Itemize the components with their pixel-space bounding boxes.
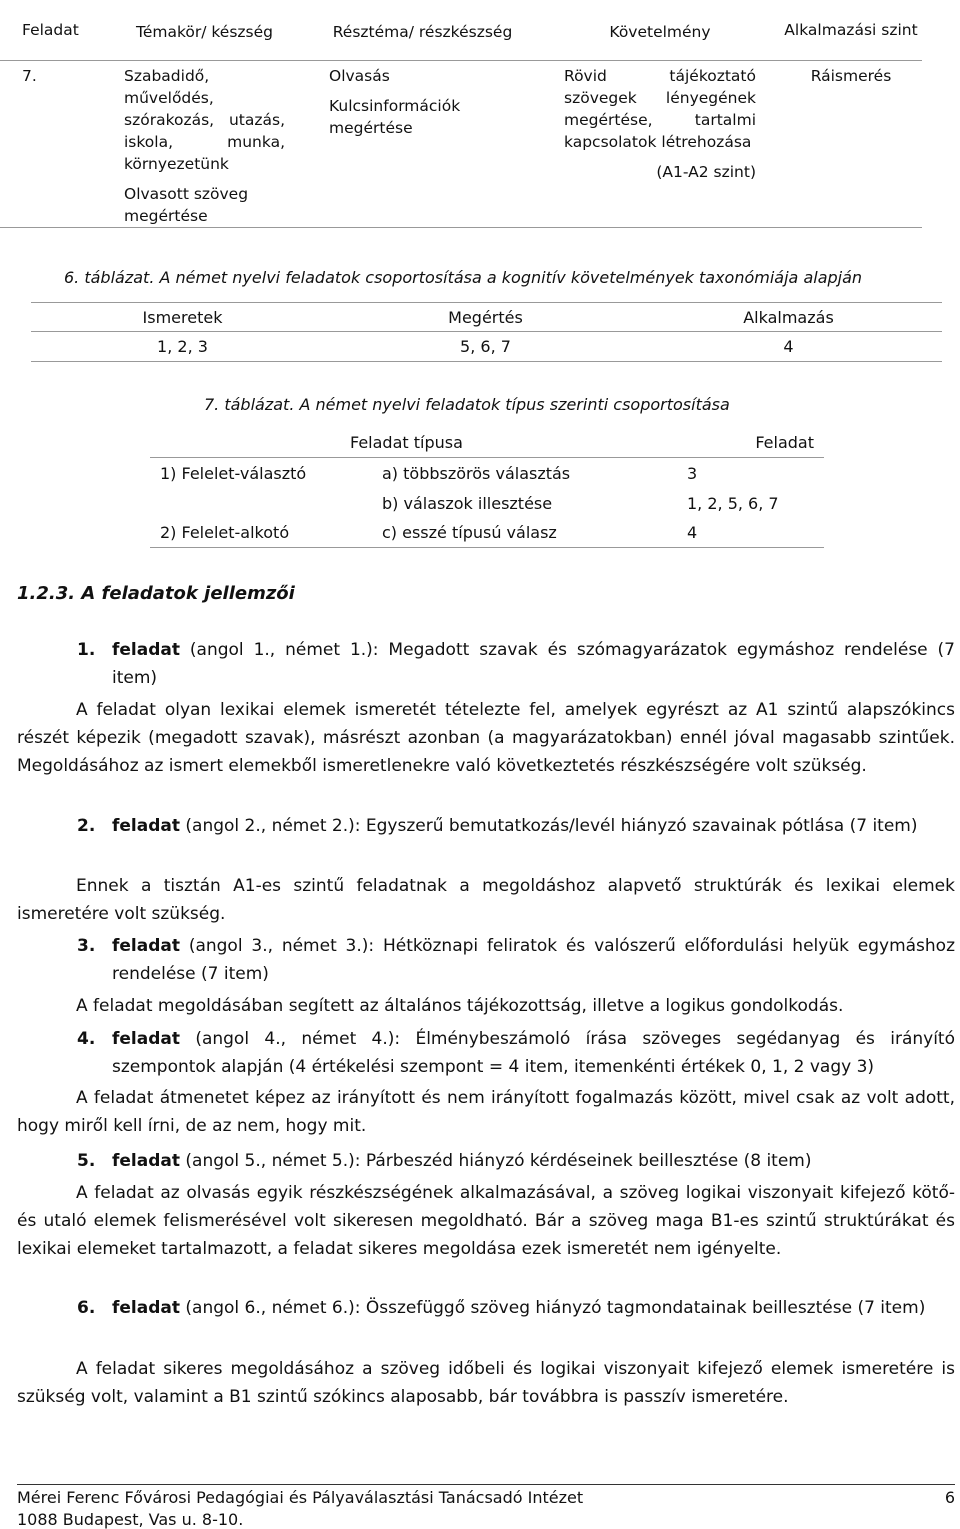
task-number: 3. — [77, 936, 96, 956]
col-header-resztema: Résztéma/ részkészség — [305, 0, 540, 60]
table7 — [150, 428, 824, 548]
task-item-3 — [77, 932, 955, 988]
table6-caption: 6. táblázat. A német nyelvi feladatok csoportosítása a kognitív követelmények taxonómiája alapján — [64, 268, 863, 287]
temakor-sub: Olvasott szöveg megértése — [124, 184, 249, 225]
cell-szint: Ráismerés — [780, 60, 922, 227]
table6-data-row — [31, 332, 942, 362]
table7-group: 2) Felelet-alkotó — [160, 523, 290, 542]
table6-header: Ismeretek — [142, 307, 223, 327]
col-header-feladat: Feladat — [0, 0, 100, 60]
cell-temakor — [100, 60, 305, 227]
task-desc: (angol 2., német 2.): Egyszerű bemutatkozás/levél hiányzó szavainak pótlása (7 item) — [180, 816, 918, 836]
task-item-2 — [77, 812, 955, 840]
task-paragraph-4: A feladat átmenetet képez az irányított és nem irányított fogalmazás között, mivel csak az volt adott, hogy miről kell írni, de az nem, hogy mit. — [17, 1088, 955, 1136]
table7-type: b) válaszok illesztése — [382, 493, 553, 513]
kovetelmeny-sub: (A1-A2 szint) — [656, 162, 756, 181]
table7-type: a) többszörös választás — [382, 463, 571, 483]
col-header-temakor: Témakör/ készség — [100, 0, 305, 60]
col-header-kovetelmeny: Követelmény — [540, 0, 780, 60]
task-desc: (angol 3., német 3.): Hétköznapi feliratok és valószerű előfordulási helyük egymáshoz rendelése (7 item) — [112, 936, 955, 984]
table7-type: c) esszé típusú válasz — [382, 523, 557, 542]
task-heading — [112, 932, 955, 988]
table7-caption: 7. táblázat. A német nyelvi feladatok típus szerinti csoportosítása — [204, 395, 730, 414]
task-number: 4. — [77, 1029, 96, 1049]
task-desc: (angol 1., német 1.): Megadott szavak és szómagyarázatok egymáshoz rendelése (7 item) — [112, 640, 955, 688]
table7-tasks: 1, 2, 5, 6, 7 — [687, 493, 779, 513]
task-number: 2. — [77, 816, 96, 836]
cell-kovetelmeny — [540, 60, 780, 227]
task-desc: (angol 5., német 5.): Párbeszéd hiányzó kérdéseinek beillesztése (8 item) — [180, 1151, 812, 1171]
task-desc: (angol 4., német 4.): Élménybeszámoló írása szöveges segédanyag és irányító szempontok alapján (4 értékelési szempont = 4 item, itemenkénti értékek 0, 1, 2 vagy 3) — [112, 1029, 955, 1077]
table6-cell: 5, 6, 7 — [460, 337, 511, 356]
section-title: 1.2.3. A feladatok jellemzői — [17, 583, 295, 604]
task-number: 5. — [77, 1151, 96, 1171]
table7-header-row — [150, 428, 824, 458]
footer-institute: Mérei Ferenc Fővárosi Pedagógiai és Pályaválasztási Tanácsadó Intézet — [17, 1488, 584, 1507]
task-paragraph-3: A feladat megoldásában segített az általános tájékozottság, illetve a logikus gondolkodás. — [76, 996, 844, 1016]
task-item-4 — [77, 1025, 955, 1081]
task-number: 1. — [77, 640, 96, 660]
task-item-5 — [77, 1147, 955, 1175]
cell-resztema — [305, 60, 540, 227]
table-row — [150, 488, 824, 518]
temakor-text: Szabadidő, művelődés, szórakozás, utazás, iskola, munka, környezetünk — [124, 66, 285, 173]
task-paragraph-1: A feladat olyan lexikai elemek ismeretét tételezte fel, amelyek egyrészt az A1 szintű alapszókincs részét képezik (megadott szavak), másrészt azonban (a magyarázatokban) ennél jóval magasabb szintűek. Megoldásához az ismert elemekből ismeretlenekre való következtetés részkészségére volt szükség. — [17, 700, 955, 776]
col-header-szint: Alkalmazási szint — [780, 0, 922, 60]
table-row — [150, 458, 824, 488]
page-number: 6 — [944, 1488, 955, 1507]
table6-cell: 4 — [783, 337, 794, 356]
table7-group: 1) Felelet-választó — [160, 463, 307, 483]
table7-header-task: Feladat — [755, 433, 814, 452]
task-heading — [112, 1294, 955, 1322]
table6-header-row — [31, 302, 942, 332]
table7-header-type-text: Feladat típusa — [350, 433, 463, 452]
task-word: feladat — [112, 1029, 180, 1049]
table7-header-type — [350, 433, 687, 452]
task-paragraph-2: Ennek a tisztán A1-es szintű feladatnak a megoldáshoz alapvető struktúrák és lexikai elemek ismeretére volt szükség. — [17, 876, 955, 924]
task-heading — [112, 812, 955, 840]
table7-tasks: 3 — [687, 463, 698, 483]
task-word: feladat — [112, 1151, 180, 1171]
cell-feladat: 7. — [0, 60, 100, 227]
page-footer — [17, 1484, 955, 1529]
task-item-6 — [77, 1294, 955, 1322]
task-heading — [112, 1147, 955, 1175]
table6-cell: 1, 2, 3 — [157, 337, 208, 356]
requirements-table — [0, 0, 922, 228]
task-word: feladat — [112, 1298, 180, 1318]
task-word: feladat — [112, 640, 180, 660]
task-word: feladat — [112, 936, 180, 956]
task-heading — [112, 636, 955, 692]
resztema-text: Olvasás — [329, 66, 390, 85]
table6-header: Alkalmazás — [743, 307, 834, 327]
task-heading — [112, 1025, 955, 1081]
resztema-sub: Kulcsinformációk megértése — [329, 96, 461, 137]
task-word: feladat — [112, 816, 180, 836]
task-item-1 — [77, 636, 955, 692]
task-number: 6. — [77, 1298, 96, 1318]
table6-header: Megértés — [448, 307, 523, 327]
task-paragraph-5: A feladat az olvasás egyik részkészségének alkalmazásával, a szöveg logikai viszonyait kifejező kötő- és utaló elemek felismerésével volt sikeresen megoldható. Bár a szöveg maga B1-es szintű struktúrákat és lexikai elemeket tartalmazott, a feladat sikeres megoldása ezek ismeretét nem igényelte. — [17, 1183, 955, 1259]
table7-tasks: 4 — [687, 523, 698, 542]
footer-address: 1088 Budapest, Vas u. 8-10. — [17, 1510, 244, 1529]
task-paragraph-6: A feladat sikeres megoldásához a szöveg időbeli és logikai viszonyait kifejező elemek ismeretére is szükség volt, valamint a B1 szintű szókincs alaposabb, bár továbbra is passzív ismeretére. — [17, 1359, 955, 1407]
kovetelmeny-text: Rövid tájékoztató szövegek lényegének megértése, tartalmi kapcsolatok létrehozása — [564, 66, 756, 151]
table-row — [150, 518, 824, 548]
table6 — [31, 302, 942, 362]
task-desc: (angol 6., német 6.): Összefüggő szöveg hiányzó tagmondatainak beillesztése (7 item) — [180, 1298, 926, 1318]
